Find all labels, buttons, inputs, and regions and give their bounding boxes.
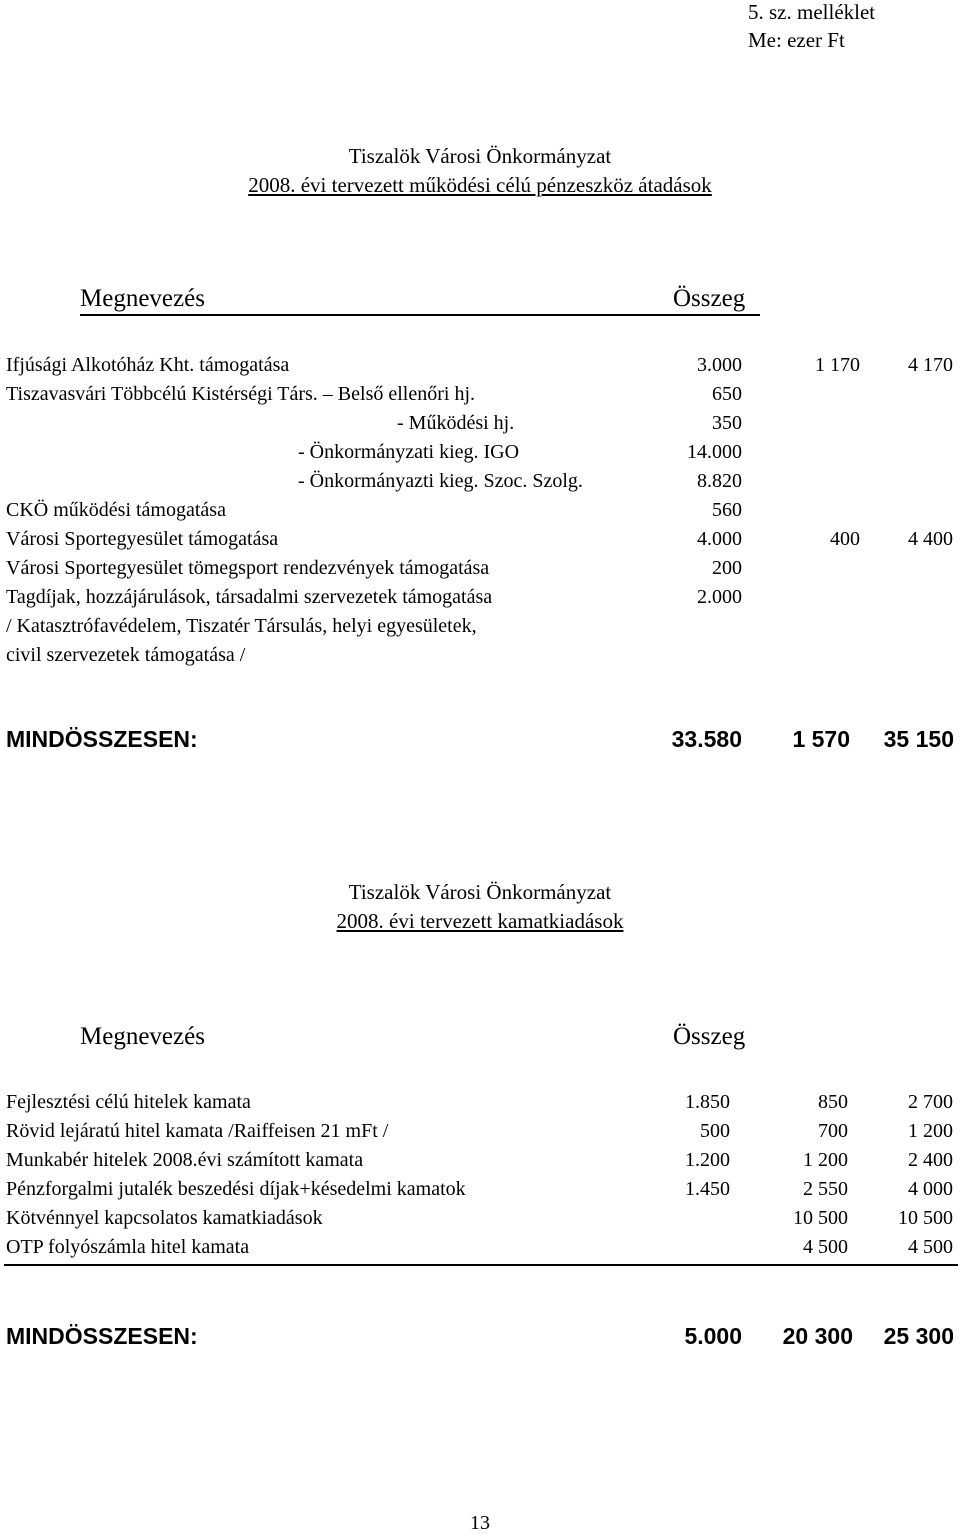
section1-total-mod: 1 570 — [792, 726, 850, 752]
row-amount: 14.000 — [687, 441, 742, 463]
table-row: Városi Sportegyesület támogatása — [6, 528, 279, 550]
table-row: Városi Sportegyesület tömegsport rendezvények támogatása — [6, 557, 490, 579]
row-total: 10 500 — [898, 1207, 953, 1229]
section1-total-amount: 33.580 — [671, 726, 742, 752]
table-row: / Katasztrófavédelem, Tiszatér Társulás, helyi egyesületek, — [6, 615, 477, 637]
row-amount: 200 — [712, 557, 742, 579]
section2-col-name: Megnevezés — [80, 1023, 205, 1050]
section1-col-name: Megnevezés — [80, 285, 205, 312]
table-row: Tagdíjak, hozzájárulások, társadalmi szervezetek támogatása — [6, 586, 493, 608]
section1-total-sum: 35 150 — [883, 726, 954, 752]
row-total: 4 170 — [908, 354, 953, 376]
table-row: - Működési hj. — [397, 412, 515, 434]
page-number: 13 — [470, 1512, 490, 1534]
row-total: 4 500 — [908, 1236, 953, 1258]
row-amount: 4.000 — [697, 528, 742, 550]
table-row: civil szervezetek támogatása / — [6, 644, 246, 666]
table-row: Pénzforgalmi jutalék beszedési díjak+késedelmi kamatok — [6, 1178, 466, 1200]
section2-total-sum: 25 300 — [883, 1323, 954, 1349]
unit-label: Me: ezer Ft — [748, 28, 845, 52]
row-total: 4 000 — [908, 1178, 953, 1200]
table-row — [6, 351, 289, 380]
row-mod: 700 — [818, 1120, 848, 1142]
section2-total-mod: 20 300 — [782, 1323, 853, 1349]
section1-title: 2008. évi tervezett működési célú pénzeszköz átadások — [248, 173, 712, 197]
section2-table-bottom-rule — [4, 1264, 958, 1266]
section1-total-label: MINDÖSSZESEN: — [6, 726, 198, 752]
table-row: - Önkormányzati kieg. IGO — [298, 441, 520, 463]
section1-org: Tiszalök Városi Önkormányzat — [348, 144, 612, 168]
section2-org: Tiszalök Városi Önkormányzat — [348, 880, 612, 904]
row-total: 2 400 — [908, 1149, 953, 1171]
row-total: 2 700 — [908, 1091, 953, 1113]
row-amount: 3.000 — [697, 354, 742, 376]
row-total: 1 200 — [908, 1120, 953, 1142]
row-amount: 1.850 — [685, 1091, 730, 1113]
row-total: 4 400 — [908, 528, 953, 550]
table-row: Kötvénnyel kapcsolatos kamatkiadások — [6, 1207, 323, 1229]
table-row: Rövid lejáratú hitel kamata /Raiffeisen 21 mFt / — [6, 1120, 389, 1142]
section2-title: 2008. évi tervezett kamatkiadások — [336, 909, 624, 933]
table-row: Fejlesztési célú hitelek kamata — [6, 1091, 251, 1113]
table-row: - Önkormányazti kieg. Szoc. Szolg. — [298, 470, 583, 492]
row-mod: 4 500 — [803, 1236, 848, 1258]
row-amount: 350 — [712, 412, 742, 434]
section2-total-label: MINDÖSSZESEN: — [6, 1323, 198, 1349]
section2-col-amount: Összeg — [673, 1023, 746, 1050]
section1-header-underline — [80, 314, 760, 316]
row-name: Ifjúsági Alkotóház Kht. támogatása — [6, 354, 290, 376]
row-amount: 1.200 — [685, 1149, 730, 1171]
annex-label: 5. sz. melléklet — [748, 0, 876, 24]
row-mod: 1 200 — [803, 1149, 848, 1171]
row-amount: 1.450 — [685, 1178, 730, 1200]
row-amount: 650 — [712, 383, 742, 405]
table-row: Munkabér hitelek 2008.évi számított kamata — [6, 1149, 364, 1171]
row-mod: 2 550 — [803, 1178, 848, 1200]
row-mod: 10 500 — [793, 1207, 848, 1229]
section1-col-amount: Összeg — [673, 285, 746, 312]
table-row: Tiszavasvári Többcélú Kistérségi Társ. – Belső ellenőri hj. — [6, 383, 475, 405]
table-row: CKÖ működési támogatása — [6, 499, 226, 521]
row-mod: 400 — [830, 528, 860, 550]
row-mod: 1 170 — [815, 354, 860, 376]
row-amount: 8.820 — [697, 470, 742, 492]
row-amount: 560 — [712, 499, 742, 521]
row-amount: 500 — [700, 1120, 730, 1142]
table-row: OTP folyószámla hitel kamata — [6, 1236, 250, 1258]
row-mod: 850 — [818, 1091, 848, 1113]
row-amount: 2.000 — [697, 586, 742, 608]
section2-total-amount: 5.000 — [684, 1323, 742, 1349]
